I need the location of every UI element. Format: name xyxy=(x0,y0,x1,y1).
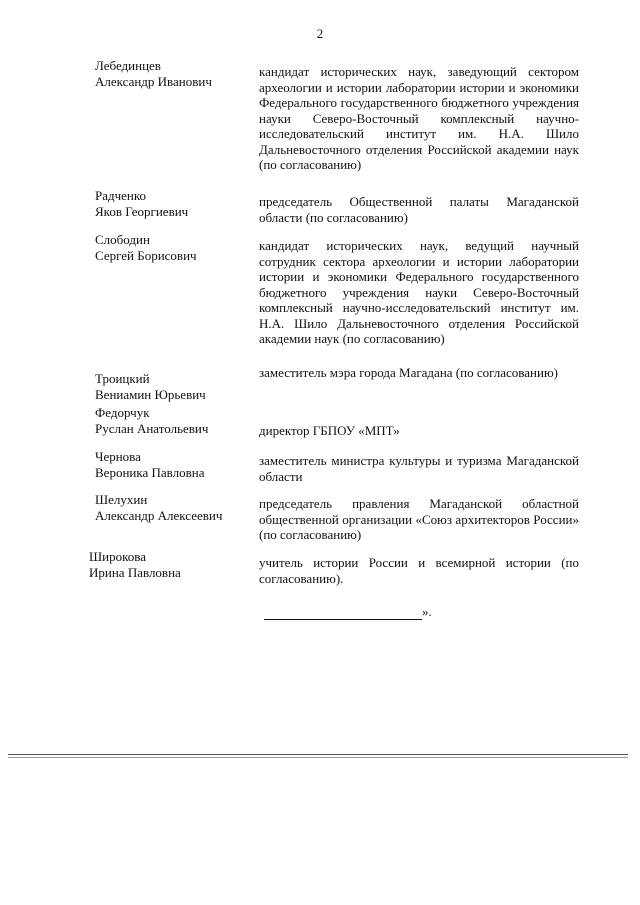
signature-line xyxy=(264,605,422,620)
position-description: заместитель мэра города Магадана (по согласованию) xyxy=(259,365,558,380)
page-number: 2 xyxy=(316,26,324,41)
footer-divider xyxy=(8,757,628,758)
given-name: Руслан Анатольевич xyxy=(95,420,209,436)
position-description: учитель истории России и всемирной истории (по согласованию). xyxy=(259,555,579,586)
position-description: директор ГБПОУ «МПТ» xyxy=(259,423,400,438)
position-description: председатель Общественной палаты Магаданской области (по согласованию) xyxy=(259,194,579,225)
person-name xyxy=(95,232,255,263)
given-name: Сергей Борисович xyxy=(95,247,197,263)
closing-mark: ». xyxy=(422,604,432,619)
surname: Шелухин xyxy=(95,492,148,507)
surname: Радченко xyxy=(95,188,147,203)
surname: Слободин xyxy=(95,232,150,247)
person-name xyxy=(89,549,249,580)
given-name: Ирина Павловна xyxy=(89,564,181,580)
surname: Чернова xyxy=(95,449,141,464)
given-name: Вероника Павловна xyxy=(95,464,205,480)
closing-signoff xyxy=(264,604,432,620)
surname: Широкова xyxy=(89,549,146,564)
given-name: Вениамин Юрьевич xyxy=(95,386,206,402)
position-description: кандидат исторических наук, ведущий научный сотрудник сектора археологии и истории лаборатории истории и экономики Федерального государственного бюджетного учреждения науки Северо-Восточный комплексный научно-исследовательский институт им. Н.А. Шило Дальневосточного отделения Российской академии наук (по согласованию) xyxy=(259,238,579,346)
position-description: председатель правления Магаданской областной общественной организации «Союз архитекторов России» (по согласованию) xyxy=(259,496,579,542)
person-name xyxy=(95,58,255,89)
person-name xyxy=(95,405,255,436)
footer-divider xyxy=(8,754,628,755)
given-name: Александр Алексеевич xyxy=(95,507,223,523)
surname: Лебединцев xyxy=(95,58,161,73)
person-name xyxy=(95,449,255,480)
person-name xyxy=(95,492,255,523)
surname: Федорчук xyxy=(95,405,150,420)
position-description: кандидат исторических наук, заведующий сектором археологии и истории лаборатории истории и экономики Федерального государственного бюджетного учреждения науки Северо-Восточный комплексный научно-исследовательский институт им. Н.А. Шило Дальневосточного отделения Российской академии наук (по согласованию) xyxy=(259,64,579,172)
given-name: Яков Георгиевич xyxy=(95,203,189,219)
person-name xyxy=(95,371,255,402)
given-name: Александр Иванович xyxy=(95,73,212,89)
person-name xyxy=(95,188,255,219)
surname: Троицкий xyxy=(95,371,150,386)
position-description: заместитель министра культуры и туризма Магаданской области xyxy=(259,453,579,484)
